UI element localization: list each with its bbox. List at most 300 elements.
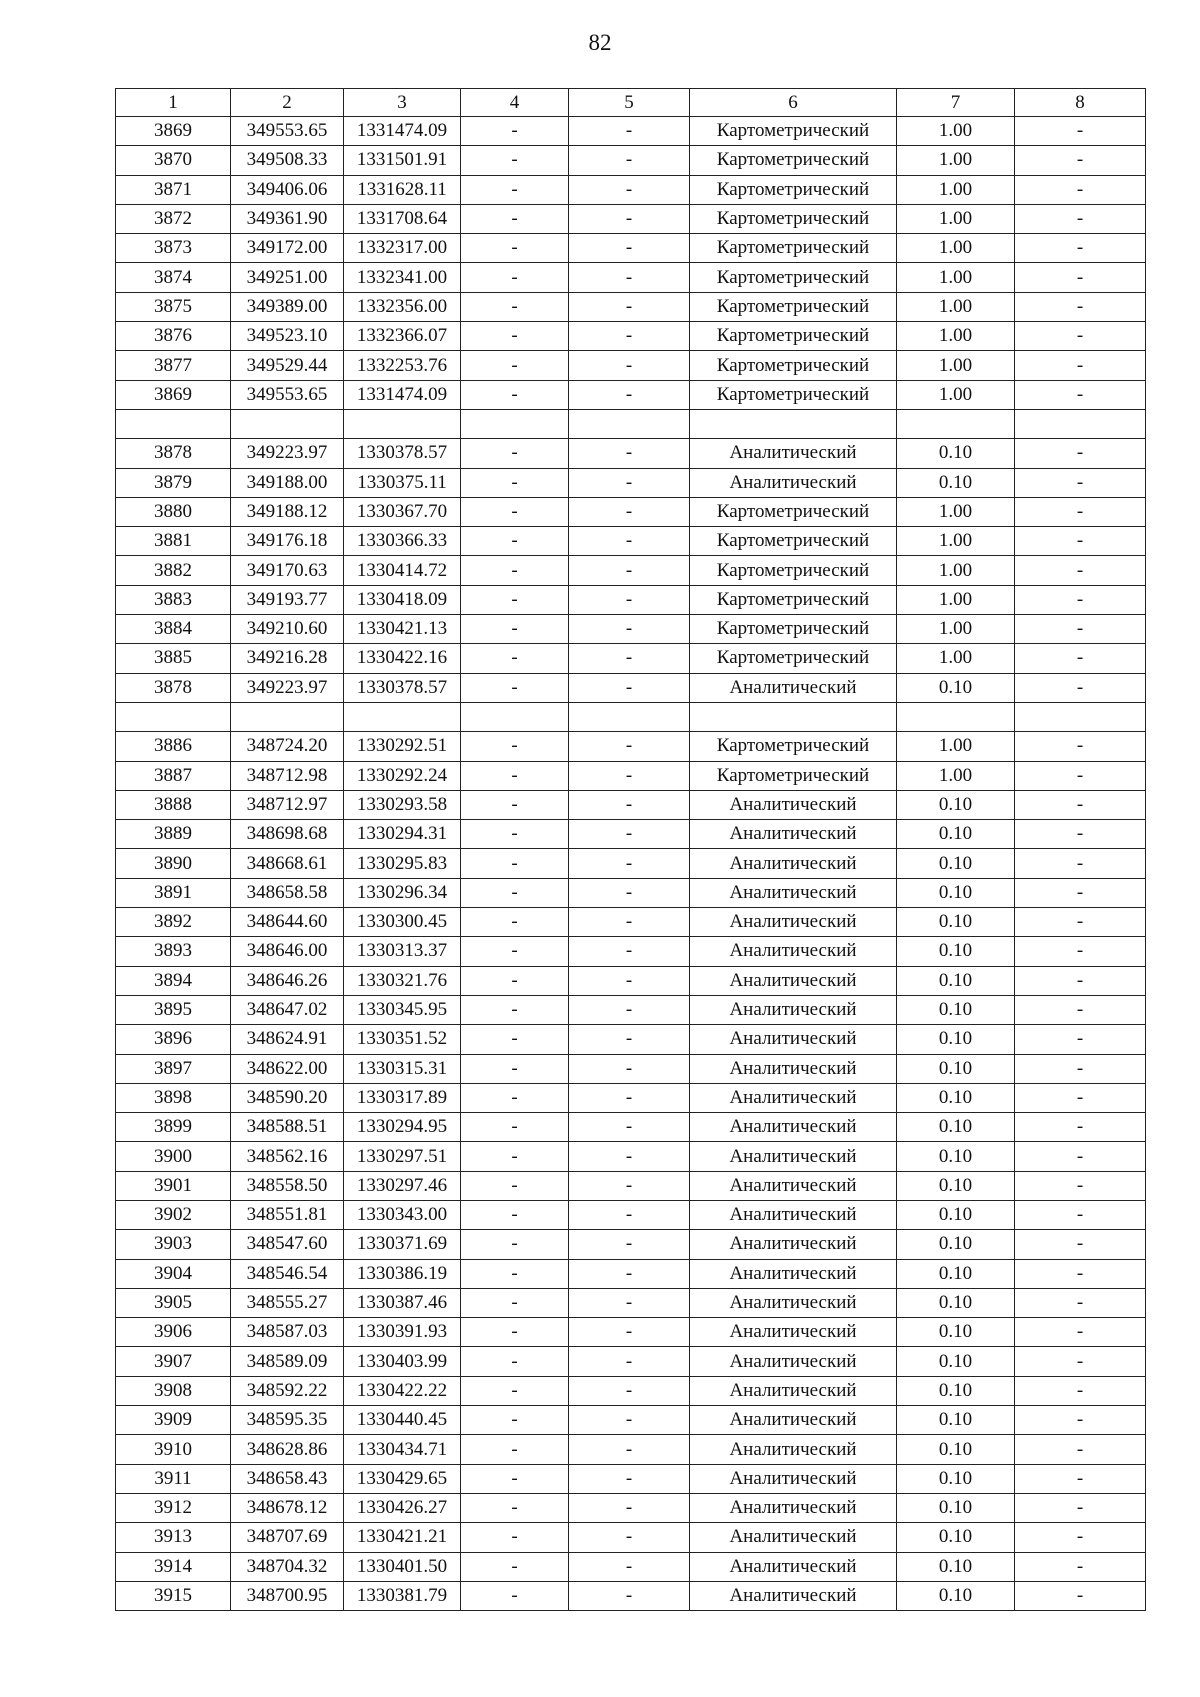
y-coordinate-cell: 1330421.13 — [344, 615, 461, 644]
accuracy-cell: 0.10 — [897, 820, 1015, 849]
point-number-cell: 3911 — [116, 1464, 231, 1493]
accuracy-cell: 0.10 — [897, 1318, 1015, 1347]
column-header-7: 7 — [897, 89, 1015, 117]
x-coordinate-cell: 348587.03 — [231, 1318, 344, 1347]
col4-cell: - — [461, 820, 569, 849]
point-number-cell: 3869 — [116, 380, 231, 409]
y-coordinate-cell: 1330371.69 — [344, 1230, 461, 1259]
col8-cell: - — [1015, 790, 1146, 819]
x-coordinate-cell: 348562.16 — [231, 1142, 344, 1171]
y-coordinate-cell: 1330375.11 — [344, 468, 461, 497]
table-row — [116, 1464, 1146, 1493]
x-coordinate-cell — [231, 702, 344, 731]
x-coordinate-cell: 348547.60 — [231, 1230, 344, 1259]
col5-cell: - — [569, 995, 690, 1024]
accuracy-cell: 1.00 — [897, 234, 1015, 263]
point-number-cell: 3894 — [116, 966, 231, 995]
y-coordinate-cell: 1330293.58 — [344, 790, 461, 819]
accuracy-cell: 1.00 — [897, 351, 1015, 380]
col4-cell — [461, 409, 569, 438]
table-header — [116, 89, 1146, 117]
table-row — [116, 1230, 1146, 1259]
y-coordinate-cell: 1330422.22 — [344, 1376, 461, 1405]
method-cell: Картометрический — [690, 732, 897, 761]
point-number-cell: 3892 — [116, 908, 231, 937]
y-coordinate-cell: 1330295.83 — [344, 849, 461, 878]
accuracy-cell: 1.00 — [897, 644, 1015, 673]
accuracy-cell — [897, 702, 1015, 731]
y-coordinate-cell: 1330313.37 — [344, 937, 461, 966]
col8-cell: - — [1015, 263, 1146, 292]
col5-cell: - — [569, 1200, 690, 1229]
table-row — [116, 322, 1146, 351]
col4-cell: - — [461, 1054, 569, 1083]
col4-cell: - — [461, 1552, 569, 1581]
col5-cell: - — [569, 937, 690, 966]
col4-cell: - — [461, 1435, 569, 1464]
col8-cell: - — [1015, 292, 1146, 321]
y-coordinate-cell: 1330294.95 — [344, 1113, 461, 1142]
col8-cell: - — [1015, 615, 1146, 644]
col5-cell: - — [569, 263, 690, 292]
x-coordinate-cell: 349553.65 — [231, 380, 344, 409]
method-cell: Картометрический — [690, 234, 897, 263]
x-coordinate-cell: 348658.43 — [231, 1464, 344, 1493]
y-coordinate-cell: 1330297.46 — [344, 1171, 461, 1200]
table-row — [116, 146, 1146, 175]
accuracy-cell: 0.10 — [897, 1142, 1015, 1171]
accuracy-cell: 0.10 — [897, 1259, 1015, 1288]
y-coordinate-cell: 1330345.95 — [344, 995, 461, 1024]
method-cell — [690, 409, 897, 438]
col8-cell: - — [1015, 380, 1146, 409]
col4-cell: - — [461, 380, 569, 409]
col8-cell: - — [1015, 468, 1146, 497]
accuracy-cell: 0.10 — [897, 1200, 1015, 1229]
method-cell: Аналитический — [690, 966, 897, 995]
x-coordinate-cell: 349170.63 — [231, 556, 344, 585]
col4-cell: - — [461, 1376, 569, 1405]
method-cell: Аналитический — [690, 820, 897, 849]
method-cell: Аналитический — [690, 1406, 897, 1435]
col4-cell — [461, 702, 569, 731]
col5-cell: - — [569, 1347, 690, 1376]
y-coordinate-cell: 1330296.34 — [344, 878, 461, 907]
col4-cell: - — [461, 468, 569, 497]
x-coordinate-cell: 348678.12 — [231, 1493, 344, 1522]
table-row — [116, 175, 1146, 204]
method-cell: Картометрический — [690, 146, 897, 175]
table-row — [116, 1171, 1146, 1200]
point-number-cell: 3877 — [116, 351, 231, 380]
y-coordinate-cell: 1332356.00 — [344, 292, 461, 321]
col4-cell: - — [461, 1230, 569, 1259]
col5-cell: - — [569, 204, 690, 233]
point-number-cell: 3874 — [116, 263, 231, 292]
col8-cell: - — [1015, 322, 1146, 351]
point-number-cell: 3881 — [116, 527, 231, 556]
col4-cell: - — [461, 966, 569, 995]
table-row — [116, 351, 1146, 380]
x-coordinate-cell: 348700.95 — [231, 1581, 344, 1610]
col8-cell: - — [1015, 995, 1146, 1024]
table-row — [116, 1523, 1146, 1552]
x-coordinate-cell: 348647.02 — [231, 995, 344, 1024]
col8-cell: - — [1015, 1054, 1146, 1083]
y-coordinate-cell: 1330401.50 — [344, 1552, 461, 1581]
point-number-cell: 3899 — [116, 1113, 231, 1142]
col8-cell: - — [1015, 146, 1146, 175]
col8-cell: - — [1015, 556, 1146, 585]
col8-cell: - — [1015, 234, 1146, 263]
table-row — [116, 1435, 1146, 1464]
method-cell: Аналитический — [690, 1259, 897, 1288]
x-coordinate-cell: 348707.69 — [231, 1523, 344, 1552]
col5-cell: - — [569, 585, 690, 614]
accuracy-cell: 1.00 — [897, 322, 1015, 351]
method-cell: Аналитический — [690, 1083, 897, 1112]
x-coordinate-cell: 349251.00 — [231, 263, 344, 292]
col4-cell: - — [461, 117, 569, 146]
x-coordinate-cell: 348646.26 — [231, 966, 344, 995]
method-cell: Аналитический — [690, 1142, 897, 1171]
y-coordinate-cell: 1330343.00 — [344, 1200, 461, 1229]
y-coordinate-cell: 1330429.65 — [344, 1464, 461, 1493]
x-coordinate-cell: 348668.61 — [231, 849, 344, 878]
column-header-1: 1 — [116, 89, 231, 117]
method-cell: Аналитический — [690, 1464, 897, 1493]
method-cell: Аналитический — [690, 673, 897, 702]
table-row — [116, 644, 1146, 673]
table-row — [116, 497, 1146, 526]
table-row — [116, 1025, 1146, 1054]
method-cell: Картометрический — [690, 644, 897, 673]
method-cell: Аналитический — [690, 1171, 897, 1200]
x-coordinate-cell: 348546.54 — [231, 1259, 344, 1288]
point-number-cell: 3888 — [116, 790, 231, 819]
y-coordinate-cell: 1332366.07 — [344, 322, 461, 351]
col8-cell: - — [1015, 175, 1146, 204]
point-number-cell: 3876 — [116, 322, 231, 351]
table-row — [116, 1318, 1146, 1347]
x-coordinate-cell: 348551.81 — [231, 1200, 344, 1229]
table-row — [116, 995, 1146, 1024]
table-row — [116, 790, 1146, 819]
point-number-cell: 3900 — [116, 1142, 231, 1171]
x-coordinate-cell: 348698.68 — [231, 820, 344, 849]
table-row — [116, 527, 1146, 556]
col4-cell: - — [461, 585, 569, 614]
table-row — [116, 1493, 1146, 1522]
point-number-cell: 3895 — [116, 995, 231, 1024]
point-number-cell: 3873 — [116, 234, 231, 263]
col8-cell: - — [1015, 204, 1146, 233]
x-coordinate-cell: 348589.09 — [231, 1347, 344, 1376]
col5-cell: - — [569, 1435, 690, 1464]
col4-cell: - — [461, 1464, 569, 1493]
table-row — [116, 1113, 1146, 1142]
y-coordinate-cell: 1330292.51 — [344, 732, 461, 761]
point-number-cell: 3901 — [116, 1171, 231, 1200]
col5-cell: - — [569, 175, 690, 204]
accuracy-cell: 0.10 — [897, 1025, 1015, 1054]
col4-cell: - — [461, 1288, 569, 1317]
col4-cell: - — [461, 878, 569, 907]
accuracy-cell: 0.10 — [897, 908, 1015, 937]
y-coordinate-cell: 1331474.09 — [344, 117, 461, 146]
col4-cell: - — [461, 146, 569, 175]
col4-cell: - — [461, 1406, 569, 1435]
method-cell — [690, 702, 897, 731]
table-row — [116, 380, 1146, 409]
col4-cell: - — [461, 1113, 569, 1142]
y-coordinate-cell: 1330403.99 — [344, 1347, 461, 1376]
point-number-cell: 3891 — [116, 878, 231, 907]
method-cell: Картометрический — [690, 585, 897, 614]
col8-cell: - — [1015, 527, 1146, 556]
col8-cell: - — [1015, 439, 1146, 468]
point-number-cell: 3897 — [116, 1054, 231, 1083]
col5-cell: - — [569, 1288, 690, 1317]
accuracy-cell: 0.10 — [897, 1493, 1015, 1522]
col8-cell: - — [1015, 1171, 1146, 1200]
table-row — [116, 1259, 1146, 1288]
accuracy-cell: 0.10 — [897, 937, 1015, 966]
col5-cell: - — [569, 322, 690, 351]
x-coordinate-cell: 348558.50 — [231, 1171, 344, 1200]
table-row — [116, 1083, 1146, 1112]
y-coordinate-cell: 1332253.76 — [344, 351, 461, 380]
method-cell: Аналитический — [690, 908, 897, 937]
col8-cell: - — [1015, 1523, 1146, 1552]
point-number-cell: 3887 — [116, 761, 231, 790]
table-row — [116, 263, 1146, 292]
accuracy-cell: 0.10 — [897, 1113, 1015, 1142]
x-coordinate-cell: 349223.97 — [231, 439, 344, 468]
method-cell: Аналитический — [690, 1288, 897, 1317]
col5-cell: - — [569, 1523, 690, 1552]
method-cell: Аналитический — [690, 1054, 897, 1083]
point-number-cell — [116, 409, 231, 438]
coordinates-table — [115, 88, 1146, 1611]
point-number-cell: 3907 — [116, 1347, 231, 1376]
col8-cell: - — [1015, 761, 1146, 790]
col4-cell: - — [461, 937, 569, 966]
table-body — [116, 117, 1146, 1611]
x-coordinate-cell: 349389.00 — [231, 292, 344, 321]
point-number-cell: 3903 — [116, 1230, 231, 1259]
table-row — [116, 615, 1146, 644]
accuracy-cell: 0.10 — [897, 966, 1015, 995]
accuracy-cell: 1.00 — [897, 263, 1015, 292]
method-cell: Картометрический — [690, 175, 897, 204]
point-number-cell: 3896 — [116, 1025, 231, 1054]
col5-cell: - — [569, 1025, 690, 1054]
y-coordinate-cell: 1330421.21 — [344, 1523, 461, 1552]
y-coordinate-cell: 1330351.52 — [344, 1025, 461, 1054]
col8-cell: - — [1015, 966, 1146, 995]
x-coordinate-cell: 348590.20 — [231, 1083, 344, 1112]
table-row — [116, 1347, 1146, 1376]
x-coordinate-cell: 349529.44 — [231, 351, 344, 380]
accuracy-cell: 0.10 — [897, 1523, 1015, 1552]
col4-cell: - — [461, 1581, 569, 1610]
x-coordinate-cell: 348712.97 — [231, 790, 344, 819]
col5-cell: - — [569, 1581, 690, 1610]
x-coordinate-cell: 349210.60 — [231, 615, 344, 644]
col4-cell: - — [461, 556, 569, 585]
x-coordinate-cell: 349188.12 — [231, 497, 344, 526]
point-number-cell — [116, 702, 231, 731]
col4-cell: - — [461, 234, 569, 263]
x-coordinate-cell: 349176.18 — [231, 527, 344, 556]
col5-cell: - — [569, 527, 690, 556]
point-number-cell: 3904 — [116, 1259, 231, 1288]
y-coordinate-cell: 1330434.71 — [344, 1435, 461, 1464]
y-coordinate-cell: 1330321.76 — [344, 966, 461, 995]
col8-cell: - — [1015, 585, 1146, 614]
accuracy-cell: 0.10 — [897, 1435, 1015, 1464]
y-coordinate-cell: 1330378.57 — [344, 439, 461, 468]
y-coordinate-cell: 1331628.11 — [344, 175, 461, 204]
col5-cell: - — [569, 1259, 690, 1288]
point-number-cell: 3871 — [116, 175, 231, 204]
method-cell: Аналитический — [690, 1581, 897, 1610]
point-number-cell: 3886 — [116, 732, 231, 761]
table-row — [116, 878, 1146, 907]
col5-cell: - — [569, 439, 690, 468]
col8-cell: - — [1015, 117, 1146, 146]
col5-cell: - — [569, 234, 690, 263]
x-coordinate-cell: 349553.65 — [231, 117, 344, 146]
y-coordinate-cell: 1331501.91 — [344, 146, 461, 175]
table-row — [116, 204, 1146, 233]
col8-cell: - — [1015, 644, 1146, 673]
col8-cell: - — [1015, 1113, 1146, 1142]
col8-cell: - — [1015, 849, 1146, 878]
col8-cell: - — [1015, 1259, 1146, 1288]
table-row — [116, 117, 1146, 146]
method-cell: Картометрический — [690, 380, 897, 409]
accuracy-cell: 0.10 — [897, 790, 1015, 819]
point-number-cell: 3878 — [116, 439, 231, 468]
point-number-cell: 3878 — [116, 673, 231, 702]
accuracy-cell — [897, 409, 1015, 438]
x-coordinate-cell: 349523.10 — [231, 322, 344, 351]
accuracy-cell: 1.00 — [897, 497, 1015, 526]
table-row — [116, 732, 1146, 761]
x-coordinate-cell: 349223.97 — [231, 673, 344, 702]
col4-cell: - — [461, 908, 569, 937]
table-row — [116, 937, 1146, 966]
y-coordinate-cell: 1331708.64 — [344, 204, 461, 233]
x-coordinate-cell: 348646.00 — [231, 937, 344, 966]
point-number-cell: 3870 — [116, 146, 231, 175]
accuracy-cell: 0.10 — [897, 439, 1015, 468]
table-row — [116, 585, 1146, 614]
accuracy-cell: 1.00 — [897, 556, 1015, 585]
col8-cell: - — [1015, 1376, 1146, 1405]
col5-cell: - — [569, 117, 690, 146]
method-cell: Картометрический — [690, 556, 897, 585]
table-row — [116, 1376, 1146, 1405]
col5-cell: - — [569, 1406, 690, 1435]
method-cell: Аналитический — [690, 878, 897, 907]
accuracy-cell: 1.00 — [897, 146, 1015, 175]
method-cell: Картометрический — [690, 761, 897, 790]
col8-cell: - — [1015, 1581, 1146, 1610]
point-number-cell: 3905 — [116, 1288, 231, 1317]
method-cell: Аналитический — [690, 1523, 897, 1552]
y-coordinate-cell: 1330294.31 — [344, 820, 461, 849]
y-coordinate-cell: 1330381.79 — [344, 1581, 461, 1610]
col5-cell: - — [569, 1083, 690, 1112]
col5-cell: - — [569, 966, 690, 995]
col5-cell: - — [569, 1230, 690, 1259]
x-coordinate-cell: 349406.06 — [231, 175, 344, 204]
column-header-2: 2 — [231, 89, 344, 117]
point-number-cell: 3890 — [116, 849, 231, 878]
table-row — [116, 1581, 1146, 1610]
col5-cell: - — [569, 1493, 690, 1522]
y-coordinate-cell: 1330418.09 — [344, 585, 461, 614]
col4-cell: - — [461, 644, 569, 673]
y-coordinate-cell: 1330366.33 — [344, 527, 461, 556]
col8-cell — [1015, 702, 1146, 731]
accuracy-cell: 1.00 — [897, 204, 1015, 233]
col8-cell: - — [1015, 820, 1146, 849]
table-row — [116, 468, 1146, 497]
x-coordinate-cell: 349508.33 — [231, 146, 344, 175]
col5-cell: - — [569, 673, 690, 702]
col8-cell — [1015, 409, 1146, 438]
col5-cell — [569, 409, 690, 438]
method-cell: Аналитический — [690, 1347, 897, 1376]
y-coordinate-cell: 1330315.31 — [344, 1054, 461, 1083]
col8-cell: - — [1015, 732, 1146, 761]
col4-cell: - — [461, 527, 569, 556]
col4-cell: - — [461, 732, 569, 761]
table-row — [116, 292, 1146, 321]
point-number-cell: 3913 — [116, 1523, 231, 1552]
col5-cell: - — [569, 1318, 690, 1347]
method-cell: Аналитический — [690, 937, 897, 966]
y-coordinate-cell: 1330386.19 — [344, 1259, 461, 1288]
method-cell: Аналитический — [690, 849, 897, 878]
accuracy-cell: 1.00 — [897, 117, 1015, 146]
point-number-cell: 3884 — [116, 615, 231, 644]
method-cell: Картометрический — [690, 204, 897, 233]
x-coordinate-cell: 348704.32 — [231, 1552, 344, 1581]
method-cell: Картометрический — [690, 322, 897, 351]
y-coordinate-cell: 1330297.51 — [344, 1142, 461, 1171]
method-cell: Аналитический — [690, 1318, 897, 1347]
col8-cell: - — [1015, 1083, 1146, 1112]
col4-cell: - — [461, 761, 569, 790]
method-cell: Картометрический — [690, 351, 897, 380]
accuracy-cell: 0.10 — [897, 1054, 1015, 1083]
col5-cell: - — [569, 1171, 690, 1200]
y-coordinate-cell: 1330440.45 — [344, 1406, 461, 1435]
col4-cell: - — [461, 1142, 569, 1171]
col4-cell: - — [461, 995, 569, 1024]
y-coordinate-cell: 1330422.16 — [344, 644, 461, 673]
accuracy-cell: 0.10 — [897, 1347, 1015, 1376]
table-row — [116, 1054, 1146, 1083]
col5-cell: - — [569, 1464, 690, 1493]
table-row — [116, 761, 1146, 790]
point-number-cell: 3869 — [116, 117, 231, 146]
